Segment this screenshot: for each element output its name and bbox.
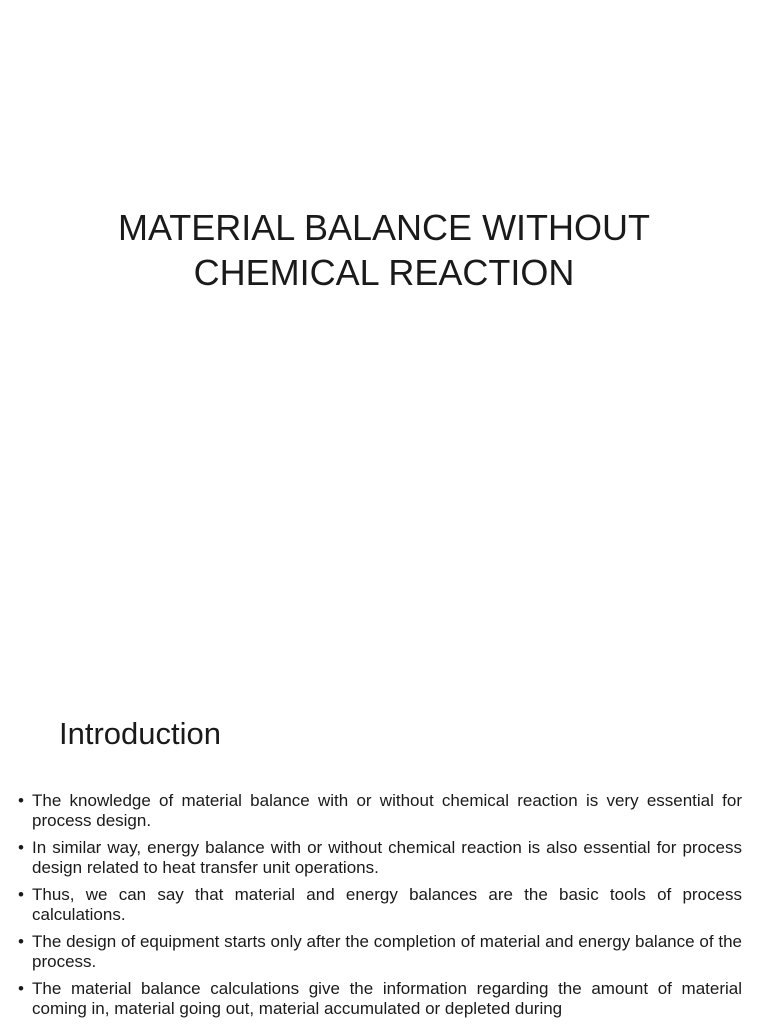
- slide-title-line-2: CHEMICAL REACTION: [193, 252, 575, 293]
- bullet-item-3: [18, 885, 742, 925]
- slide-title-line-1: MATERIAL BALANCE WITHOUT: [117, 207, 651, 248]
- bullet-icon: •: [18, 791, 24, 810]
- bullet-item-5: [18, 979, 742, 1019]
- slide-title: [60, 205, 708, 295]
- bullet-text-5: The material balance calculations give the information regarding the amount of material coming in, material going out, material accumulated or depleted during: [32, 979, 742, 1018]
- bullet-item-1: [18, 791, 742, 831]
- section-heading: Introduction: [59, 716, 221, 751]
- bullet-icon: •: [18, 979, 24, 998]
- bullet-item-2: [18, 838, 742, 878]
- bullet-list: [18, 791, 742, 1024]
- bullet-text-1: The knowledge of material balance with or without chemical reaction is very essential for process design.: [32, 791, 742, 830]
- bullet-text-4: The design of equipment starts only after the completion of material and energy balance of the process.: [32, 932, 742, 971]
- bullet-icon: •: [18, 838, 24, 857]
- bullet-text-2: In similar way, energy balance with or without chemical reaction is also essential for process design related to heat transfer unit operations.: [32, 838, 742, 877]
- introduction-slide: [0, 576, 768, 1024]
- bullet-item-4: [18, 932, 742, 972]
- bullet-text-3: Thus, we can say that material and energy balances are the basic tools of process calculations.: [32, 885, 742, 924]
- bullet-icon: •: [18, 932, 24, 951]
- bullet-icon: •: [18, 885, 24, 904]
